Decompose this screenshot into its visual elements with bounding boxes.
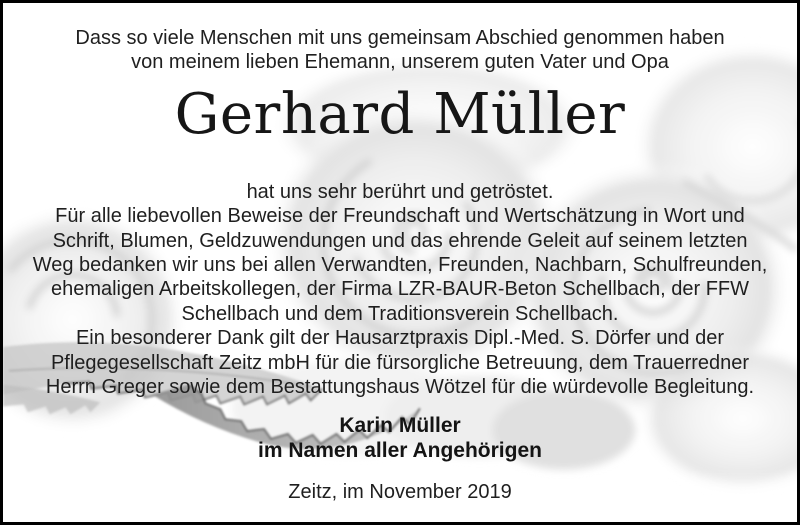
notice-content <box>3 3 797 504</box>
special-thanks-paragraph: Ein besonderer Dank gilt der Hausarztpraxis Dipl.-Med. S. Dörfer und der Pflegegesellschaft Zeitz mbH für die fürsorgliche Betreuung, dem Trauerredner Herrn Greger sowie dem Bestattungshaus Wötzel für die würdevolle Begleitung. <box>45 327 755 399</box>
signature-block <box>3 413 797 463</box>
thanks-paragraph: Für alle liebevollen Beweise der Freundschaft und Wertschätzung in Wort und Schrift, Blumen, Geldzuwendungen und das ehrende Geleit auf seinem letzten Weg bedanken wir uns bei allen Verwandten, Freunden, Nachbarn, Schulfreunden, ehemaligen Arbeitskollegen, der Firma LZR-BAUR-Beton Schellbach, der FFW Schellbach und dem Traditionsverein Schellbach. <box>32 205 768 325</box>
signature-name: Karin Müller <box>339 414 461 438</box>
thanks-text-block <box>3 180 797 400</box>
intro-text: Dass so viele Menschen mit uns gemeinsam Abschied genommen haben von meinem lieben Ehemann, unserem guten Vater und Opa <box>75 27 725 74</box>
signature-subtitle: im Namen aller Angehörigen <box>258 439 542 463</box>
deceased-name: Gerhard Müller <box>174 81 626 147</box>
tribute-line: hat uns sehr berührt und getröstet. <box>246 180 554 203</box>
place-dateline: Zeitz, im November 2019 <box>288 481 512 504</box>
